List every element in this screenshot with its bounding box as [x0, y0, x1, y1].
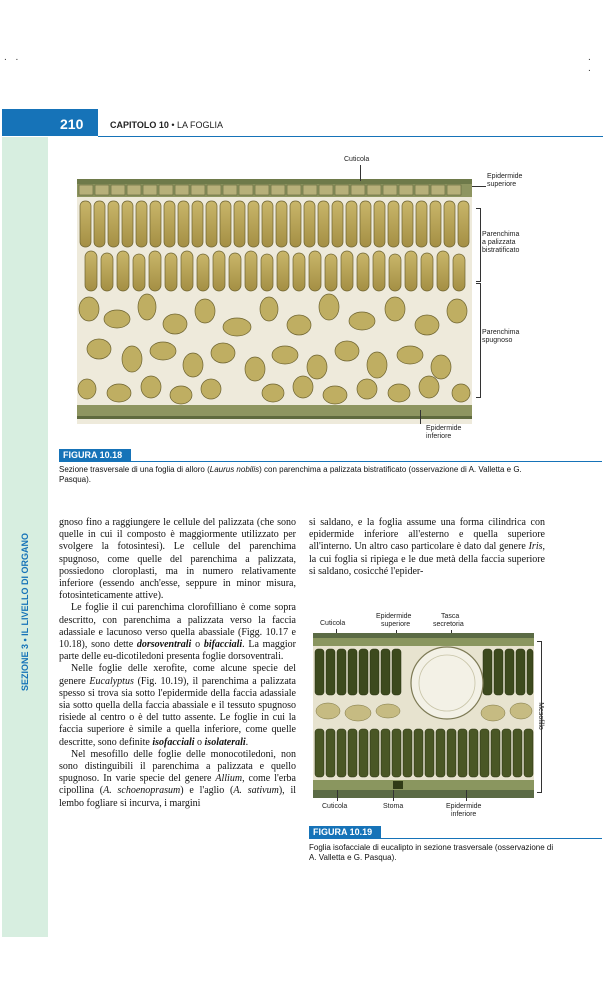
figure-10-19-micrograph	[313, 633, 534, 798]
figure-10-19-caption: Foglia isofacciale di eucalipto in sezione trasversale (osservazione di A. Valletta e G. Pasqua).	[309, 843, 554, 862]
fig19-label-epidermide-sup-2: superiore	[381, 621, 411, 628]
col1-paragraph-3: Nelle foglie delle xerofite, come alcune specie del genere Eucalyptus (Fig. 10.19), il parenchima a palizzata spesso si trova sia sotto l'epidermide della faccia adassiale sia sotto quella della faccia abassiale e il tessuto spugnoso risiede al centro o è del tutto assente. Le foglie in cui la faccia superiore è simile a quella inferiore, come quelle descritte, sono definite isofacciali o isolaterali.	[59, 663, 296, 748]
fig18-leader-cuticola	[360, 165, 361, 181]
fig19-label-cuticola-bottom: Cuticola	[322, 803, 348, 810]
running-header	[110, 120, 223, 130]
eucalyptus-leaf-section-image	[313, 633, 534, 798]
col1-paragraph-1: gnoso fino a raggiungere le cellule del palizzata (che sono quelle in cui il composto è maggiormente utilizzato per svolgere la fotosintesi). Le cellule del parenchima spugnoso, come quelle del parenchima a palizzata, possiedono cloroplasti, ma in numero relativamente inferiore (essendo anch'esse, seppure in minor misura, fotosinteticamente attive).	[59, 517, 296, 602]
figure-10-18-tag	[59, 449, 131, 461]
fig18-leader-epidermide-inf	[420, 410, 421, 424]
chapter-separator: •	[168, 120, 178, 130]
page-number: 210	[60, 116, 84, 132]
fig19-label-epidermide-inf-2: inferiore	[451, 811, 477, 818]
fig19-label-tasca-1: Tasca	[441, 613, 460, 620]
fig18-label-palizzata-3: bistratificato	[482, 247, 520, 254]
corner-mark-right: . .	[588, 52, 594, 74]
caption-18-part-1: Sezione trasversale di una foglia di alloro (	[59, 465, 210, 474]
figure-10-18-micrograph	[77, 179, 472, 424]
figure-10-18-rule	[59, 461, 602, 462]
figure-10-19-tag	[309, 826, 381, 838]
col1-paragraph-4: Nel mesofillo delle foglie delle monocotiledoni, non sono distinguibili il parenchima a palizzata e quello spugnoso. In varie specie del genere Allium, come l'erba cipollina (A. schoenoprasum) e l'aglio (A. sativum), il lembo fogliare si incurva, i margini	[59, 748, 296, 809]
fig18-label-spugnoso-1: Parenchima	[482, 329, 520, 336]
col1-paragraph-2: Le foglie il cui parenchima clorofilliano è come sopra descritto, con parenchima a palizzata verso la faccia adassiale e lacunoso verso quella abassiale (Figg. 10.17 e 10.18), sono dette dorsoventrali o bifacciali. La maggior parte delle eu-dicotiledoni presenta foglie dorsoventrali.	[59, 602, 297, 663]
figure-10-18-tag-text: FIGURA 10.18	[63, 450, 123, 460]
fig18-label-spugnoso-2: spugnoso	[482, 337, 513, 344]
caption-18-part-2: ) con parenchima a palizzata bistratificato (osservazione di A. Valletta e G. Pasqua).	[59, 465, 522, 484]
fig18-label-epidermide-inf-2: inferiore	[426, 433, 452, 440]
col2-paragraph-1: si saldano, e la foglia assume una forma cilindrica con epidermide inferiore all'esterno e quella superiore all'interno. Un altro caso particolare è dato dal genere Iris, la cui foglia si ripiega e le due metà della faccia superiore si saldano, cosicché l'epider-	[309, 517, 545, 577]
fig19-label-epidermide-sup-1: Epidermide	[376, 613, 412, 620]
figure-10-19-rule	[309, 838, 602, 839]
fig18-label-palizzata-1: Parenchima	[482, 231, 520, 238]
corner-mark-left: . .	[4, 52, 22, 63]
section-side-label: SEZIONE 3 • IL LIVELLO DI ORGANO	[20, 533, 30, 692]
laurel-leaf-section-image	[77, 179, 472, 424]
term-isolaterali: isolaterali	[204, 736, 246, 748]
term-dorsoventrali: dorsoventrali	[136, 639, 192, 651]
figure-10-19-tag-text: FIGURA 10.19	[313, 827, 373, 837]
fig19-label-epidermide-inf-1: Epidermide	[446, 803, 482, 810]
chapter-title: LA FOGLIA	[177, 120, 224, 130]
fig19-label-tasca-2: secretoria	[433, 621, 464, 628]
fig19-leader-stoma	[393, 790, 394, 801]
chapter-label: CAPITOLO 10	[110, 120, 169, 130]
figure-10-18-caption	[59, 465, 544, 485]
fig19-label-mesofillo: Mesofillo	[537, 702, 544, 730]
fig18-brace-spugnoso	[476, 283, 481, 398]
fig19-leader-epidermide-inf	[466, 790, 467, 801]
body-column-1	[59, 517, 296, 810]
fig18-leader-epidermide-sup	[472, 186, 486, 187]
term-bifacciali: bifacciali	[203, 639, 243, 651]
fig18-label-palizzata-2: a palizzata	[482, 239, 516, 246]
term-isofacciali: isofacciali	[152, 736, 195, 748]
header-rule	[98, 136, 603, 137]
body-column-2	[309, 517, 545, 578]
fig18-brace-palizzata	[476, 208, 481, 282]
fig19-leader-cuticola-bottom	[337, 790, 338, 801]
page-number-box	[2, 109, 98, 136]
fig18-label-epidermide-sup-1: Epidermide	[487, 173, 523, 180]
fig18-label-epidermide-inf-1: Epidermide	[426, 425, 462, 432]
fig18-label-cuticola: Cuticola	[344, 156, 370, 163]
fig19-label-cuticola-top: Cuticola	[320, 620, 346, 627]
fig19-label-stoma: Stoma	[383, 803, 404, 810]
fig18-label-epidermide-sup-2: superiore	[487, 181, 517, 188]
caption-18-species: Laurus nobilis	[209, 465, 260, 474]
